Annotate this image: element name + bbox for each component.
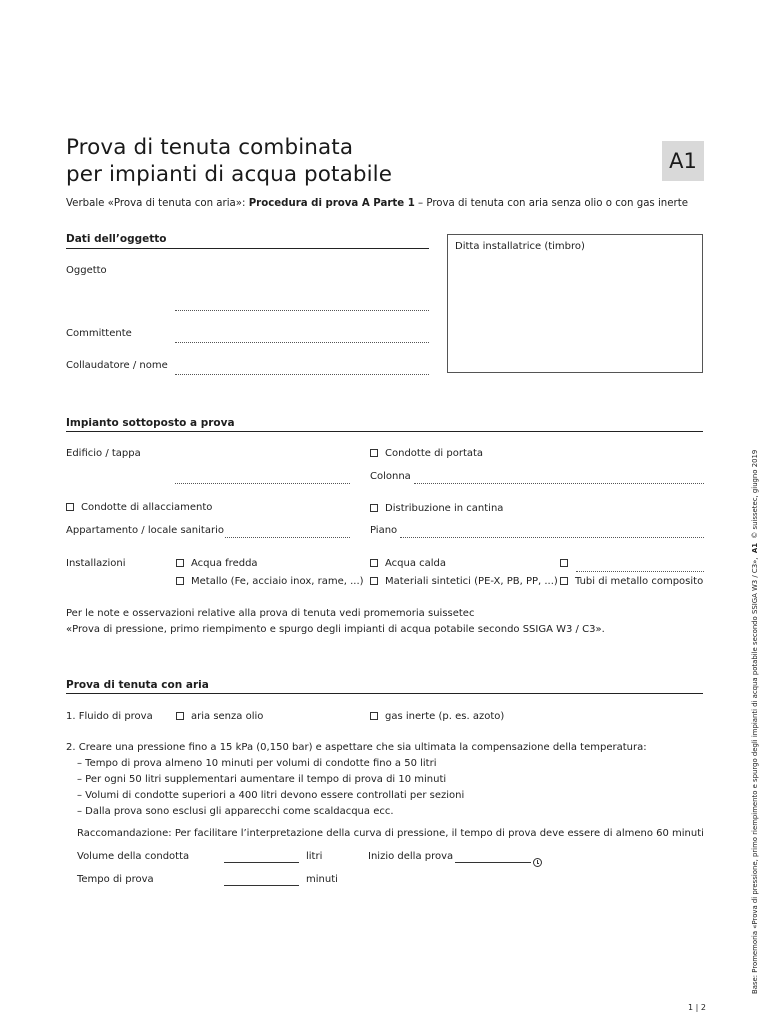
subtitle-procedure: Procedura di prova A Parte 1: [248, 198, 415, 209]
section-heading-air-test: Prova di tenuta con aria: [66, 679, 209, 691]
colonna-label: Colonna: [370, 471, 411, 482]
installazioni-label: Installazioni: [66, 558, 126, 569]
section-rule: [66, 248, 429, 249]
fluido-label: 1. Fluido di prova: [66, 711, 153, 722]
materiali-sintetici-label: Materiali sintetici (PE-X, PB, PP, ...): [385, 576, 558, 587]
gas-inerte-label: gas inerte (p. es. azoto): [385, 711, 505, 722]
clock-icon: [533, 858, 542, 867]
volume-unit: litri: [306, 851, 323, 862]
checkbox[interactable]: [370, 559, 378, 567]
stamp-label: Ditta installatrice (timbro): [455, 241, 585, 252]
tempo-field[interactable]: [224, 885, 299, 886]
note-line-1: Per le note e osservazioni relative alla prova di tenuta vedi promemoria suissetec: [66, 608, 475, 619]
acqua-fredda-label: Acqua fredda: [191, 558, 258, 569]
collaudatore-field[interactable]: [175, 374, 429, 375]
aria-senza-olio-option[interactable]: [176, 711, 263, 722]
inizio-label: Inizio della prova: [368, 851, 454, 862]
tubi-metallo-label: Tubi di metallo composito: [575, 576, 704, 587]
acqua-calda-option[interactable]: [370, 558, 446, 569]
oggetto-label: Oggetto: [66, 265, 107, 276]
materiali-sintetici-option[interactable]: [370, 576, 558, 587]
other-installation-field[interactable]: [576, 571, 704, 572]
appartamento-label: Appartamento / locale sanitario: [66, 525, 224, 536]
form-code-badge: A1: [662, 141, 704, 181]
recommendation-text: Raccomandazione: Per facilitare l’interpretazione della curva di pressione, il tempo di prova deve essere di almeno 60 minuti: [77, 828, 704, 839]
checkbox[interactable]: [66, 503, 74, 511]
side-note-prefix: Base: Promemoria «Prova di pressione, primo riempimento e spurgo degli impianti di acqua potabile secondo SSIGA W3 / C3»,: [751, 557, 759, 994]
oggetto-field[interactable]: [175, 310, 429, 311]
step-2-instruction: 2. Creare una pressione fino a 15 kPa (0,150 bar) e aspettare che sia ultimata la compensazione della temperatura:: [66, 742, 647, 753]
subtitle-suffix: – Prova di tenuta con aria senza olio o con gas inerte: [414, 198, 688, 209]
document-subtitle: [66, 198, 688, 209]
tempo-unit: minuti: [306, 874, 338, 885]
piano-field[interactable]: [400, 537, 704, 538]
distribuzione-cantina-option[interactable]: [370, 503, 503, 514]
section-rule: [66, 693, 703, 694]
aria-senza-olio-label: aria senza olio: [191, 711, 264, 722]
committente-label: Committente: [66, 328, 132, 339]
section-rule: [66, 431, 703, 432]
page-number: 1 | 2: [688, 1003, 706, 1012]
volume-field[interactable]: [224, 862, 299, 863]
bullet-item: – Per ogni 50 litri supplementari aumentare il tempo di prova di 10 minuti: [77, 774, 447, 785]
metallo-label: Metallo (Fe, acciaio inox, rame, ...): [191, 576, 364, 587]
checkbox[interactable]: [370, 712, 378, 720]
side-reference-note: [751, 450, 759, 994]
metallo-option[interactable]: [176, 576, 364, 587]
bullet-item: – Volumi di condotte superiori a 400 litri devono essere controllati per sezioni: [77, 790, 465, 801]
checkbox[interactable]: [370, 577, 378, 585]
document-title: [66, 134, 392, 188]
stamp-box[interactable]: [447, 234, 703, 373]
colonna-field[interactable]: [414, 483, 704, 484]
acqua-calda-label: Acqua calda: [385, 558, 447, 569]
piano-label: Piano: [370, 525, 398, 536]
condotte-portata-option[interactable]: [370, 448, 483, 459]
side-note-copyright: © suissetec, giugno 2019: [751, 449, 759, 539]
tubi-metallo-option[interactable]: [560, 576, 703, 587]
condotte-allacciamento-option[interactable]: [66, 502, 212, 513]
checkbox[interactable]: [176, 712, 184, 720]
section-heading-installation: Impianto sottoposto a prova: [66, 417, 235, 429]
title-line-2: per impianti di acqua potabile: [66, 162, 393, 187]
volume-label: Volume della condotta: [77, 851, 190, 862]
checkbox[interactable]: [560, 577, 568, 585]
inizio-field[interactable]: [455, 862, 531, 863]
subtitle-prefix: Verbale «Prova di tenuta con aria»:: [66, 198, 249, 209]
checkbox[interactable]: [370, 504, 378, 512]
bullet-item: – Tempo di prova almeno 10 minuti per volumi di condotte fino a 50 litri: [77, 758, 437, 769]
note-line-2: «Prova di pressione, primo riempimento e spurgo degli impianti di acqua potabile secondo SSIGA W3 / C3».: [66, 624, 605, 635]
acqua-fredda-option[interactable]: [176, 558, 258, 569]
checkbox[interactable]: [560, 559, 568, 567]
condotte-allacciamento-label: Condotte di allacciamento: [81, 502, 213, 513]
checkbox[interactable]: [176, 559, 184, 567]
checkbox[interactable]: [370, 449, 378, 457]
tempo-label: Tempo di prova: [77, 874, 154, 885]
edificio-label: Edificio / tappa: [66, 448, 141, 459]
gas-inerte-option[interactable]: [370, 711, 504, 722]
bullet-item: – Dalla prova sono esclusi gli apparecchi come scaldacqua ecc.: [77, 806, 394, 817]
committente-field[interactable]: [175, 342, 429, 343]
condotte-portata-label: Condotte di portata: [385, 448, 484, 459]
side-note-code: A1: [751, 542, 759, 554]
other-option[interactable]: [560, 558, 575, 569]
distribuzione-cantina-label: Distribuzione in cantina: [385, 503, 504, 514]
section-heading-object-data: Dati dell’oggetto: [66, 233, 167, 245]
checkbox[interactable]: [176, 577, 184, 585]
collaudatore-label: Collaudatore / nome: [66, 360, 168, 371]
edificio-field[interactable]: [175, 483, 350, 484]
title-line-1: Prova di tenuta combinata: [66, 135, 354, 160]
appartamento-field[interactable]: [225, 537, 350, 538]
